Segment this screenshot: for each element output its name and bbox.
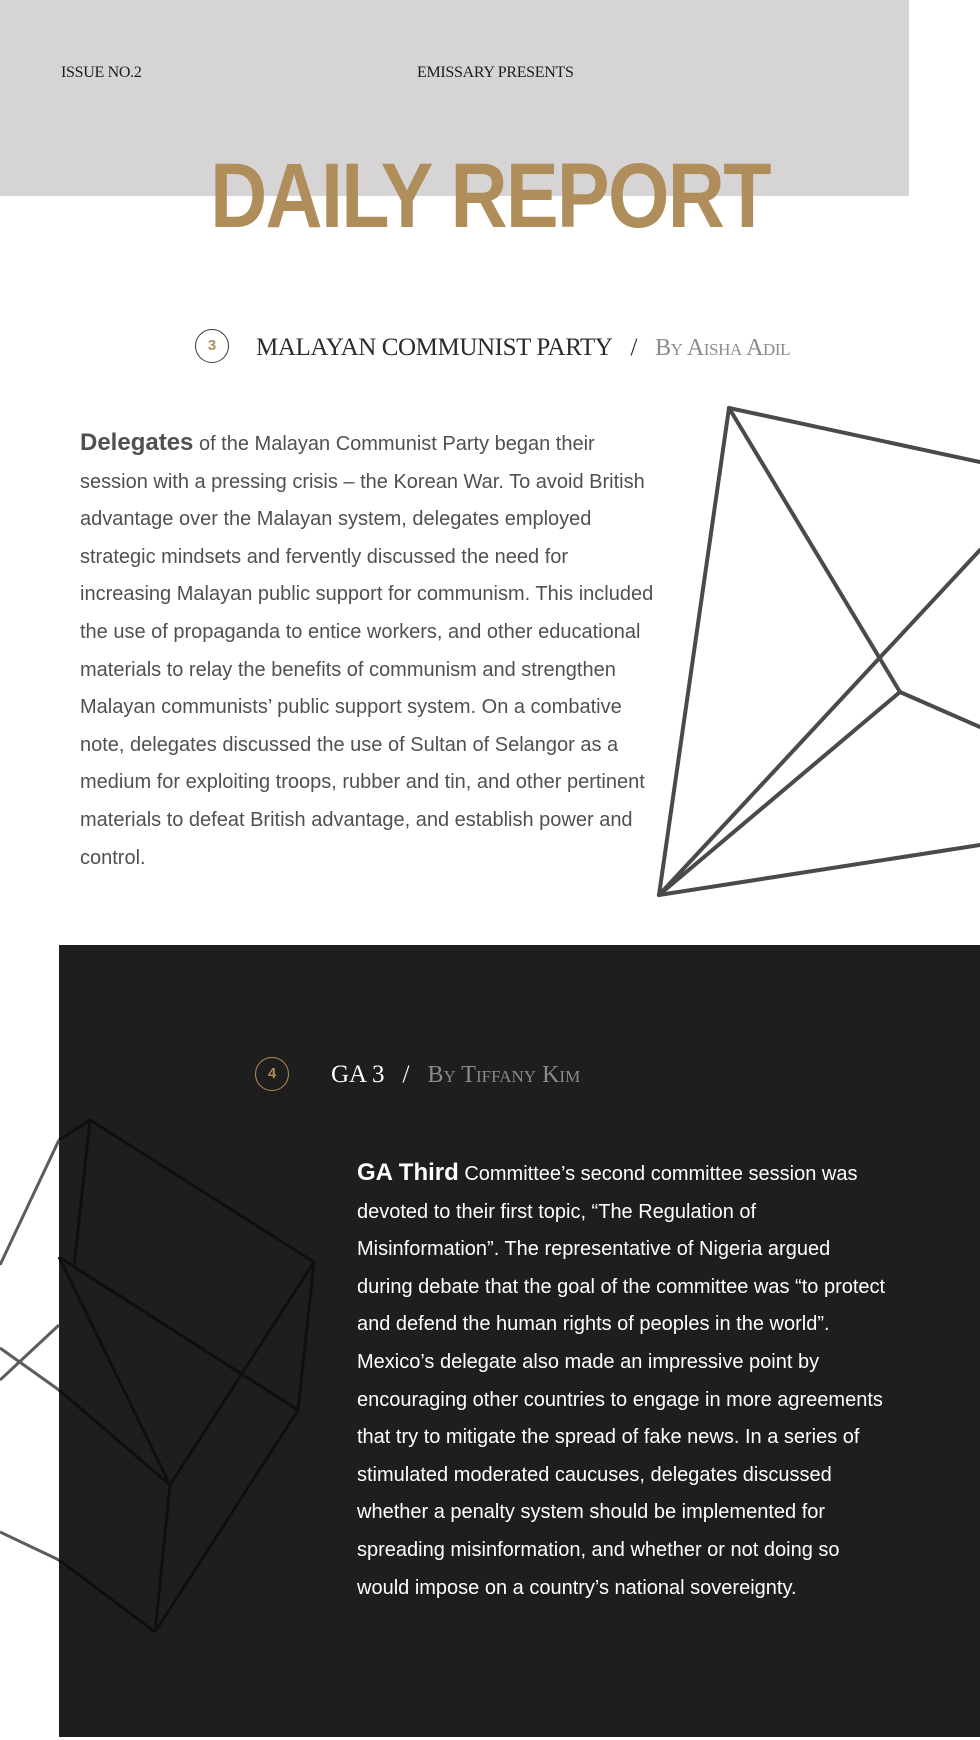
section-heading xyxy=(256,334,790,362)
byline: By Tiffany Kim xyxy=(427,1062,581,1088)
committee-name: GA 3 xyxy=(331,1061,385,1088)
byline: By Aisha Adil xyxy=(655,335,791,361)
section-heading xyxy=(331,1061,580,1089)
article-body xyxy=(80,424,660,877)
lead-word: GA Third xyxy=(357,1159,459,1186)
masthead-title: DAILY REPORT xyxy=(210,145,770,247)
lead-word: Delegates xyxy=(80,429,194,456)
section-number-badge: 4 xyxy=(255,1057,289,1091)
section-number-badge: 3 xyxy=(195,329,229,363)
article-text: of the Malayan Communist Party began their session with a pressing crisis – the Korean War. To avoid British advantage over the Malayan system, delegates employed strategic mindsets and fervently discussed the need for increasing Malayan public support for communism. This included the use of propaganda to entice workers, and other educational materials to relay the benefits of communism and strengthen Malayan communists’ public support system. On a combative note, delegates discussed the use of Sultan of Selangor as a medium for exploiting troops, rubber and tin, and other pertinent materials to defeat British advantage, and establish power and control. xyxy=(80,433,654,869)
committee-name: MALAYAN COMMUNIST PARTY xyxy=(256,334,613,361)
article-text: Committee’s second committee session was devoted to their first topic, “The Regulation of Misinformation”. The representative of Nigeria argued during debate that the goal of the committee was “to protect and defend the human rights of peoples in the world”. Mexico’s delegate also made an impressive point by encouraging other countries to engage in more agreements that try to mitigate the spread of fake news. In a series of stimulated moderated caucuses, delegates discussed whether a penalty system should be implemented for spreading misinformation, and whether or not doing so would impose on a country’s national sovereignty. xyxy=(357,1163,886,1599)
article-body xyxy=(357,1154,887,1607)
issue-number: ISSUE NO.2 xyxy=(61,64,142,81)
heading-separator: / xyxy=(402,1061,410,1088)
heading-separator: / xyxy=(630,334,638,361)
publisher-label: EMISSARY PRESENTS xyxy=(417,64,574,81)
